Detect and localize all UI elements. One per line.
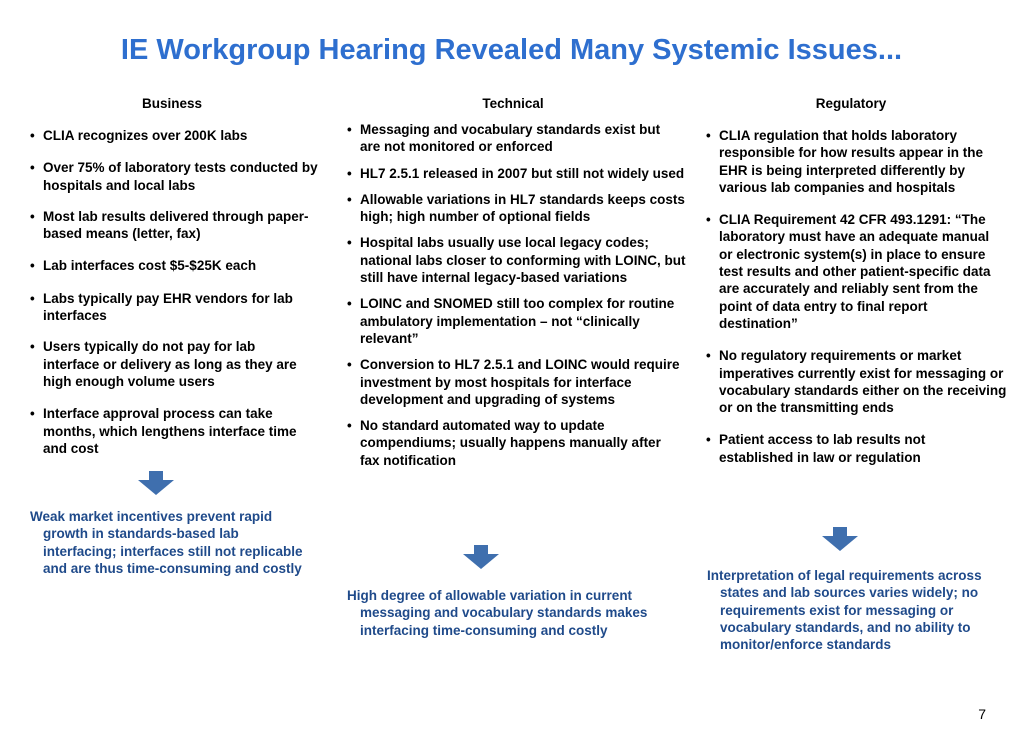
list-item: • Over 75% of laboratory tests conducted by hospitals and local labs (28, 159, 328, 194)
slide-title: IE Workgroup Hearing Revealed Many Systemic Issues... (120, 34, 903, 66)
business-heading: Business (141, 96, 203, 111)
technical-heading: Technical (482, 96, 544, 111)
regulatory-conclusion: Interpretation of legal requirements across states and lab sources varies widely; no requirements exist for messaging or vocabulary standards, and no ability to monitor/enforce standards (707, 568, 982, 653)
list-item: • No standard automated way to update compendiums; usually happens manually after fax notification (345, 417, 680, 469)
regulatory-column (704, 127, 1007, 466)
regulatory-bullet-list (704, 127, 1007, 466)
list-item: • Messaging and vocabulary standards exist but are not monitored or enforced (345, 121, 675, 156)
list-item: • Users typically do not pay for lab interface or delivery as long as they are high enough volume users (28, 338, 313, 390)
down-arrow-icon (822, 527, 858, 551)
business-conclusion: Weak market incentives prevent rapid growth in standards-based lab interfacing; interfaces still not replicable and are thus time-consuming and costly (30, 509, 303, 576)
list-item: • Conversion to HL7 2.5.1 and LOINC would require investment by most hospitals for interface development and upgrading of systems (345, 356, 680, 408)
down-arrow-icon (463, 545, 499, 569)
list-item: • CLIA regulation that holds laboratory responsible for how results appear in the EHR is being interpreted differently by various lab companies and hospitals (704, 127, 1004, 196)
list-item: • Lab interfaces cost $5-$25K each (28, 257, 328, 274)
technical-conclusion: High degree of allowable variation in current messaging and vocabulary standards makes interfacing time-consuming and costly (347, 588, 648, 638)
list-item: • No regulatory requirements or market imperatives currently exist for messaging or vocabulary standards either on the receiving or on the transmitting ends (704, 347, 1009, 416)
list-item: • CLIA Requirement 42 CFR 493.1291: “The laboratory must have an adequate manual or electronic system(s) in place to ensure test results and other patient-specific data are accurately and reliably sent from the point of data entry to final report destination” (704, 211, 1004, 332)
list-item: • Patient access to lab results not established in law or regulation (704, 431, 979, 466)
list-item: • Allowable variations in HL7 standards keeps costs high; high number of optional fields (345, 191, 690, 226)
list-item: • Most lab results delivered through paper-based means (letter, fax) (28, 208, 328, 243)
list-item: • CLIA recognizes over 200K labs (28, 127, 328, 144)
technical-bullet-list (345, 121, 685, 469)
regulatory-heading: Regulatory (815, 96, 887, 111)
business-column (28, 127, 328, 457)
list-item: • Labs typically pay EHR vendors for lab interfaces (28, 290, 293, 325)
technical-column (345, 121, 685, 469)
list-item: • LOINC and SNOMED still too complex for routine ambulatory implementation – not “clinically relevant” (345, 295, 680, 347)
business-bullet-list (28, 127, 328, 457)
list-item: • HL7 2.5.1 released in 2007 but still not widely used (345, 165, 690, 182)
list-item: • Hospital labs usually use local legacy codes; national labs closer to conforming with LOINC, but still have internal legacy-based variations (345, 234, 695, 286)
list-item: • Interface approval process can take months, which lengthens interface time and cost (28, 405, 313, 457)
page-number: 7 (978, 706, 986, 722)
down-arrow-icon (138, 471, 174, 495)
